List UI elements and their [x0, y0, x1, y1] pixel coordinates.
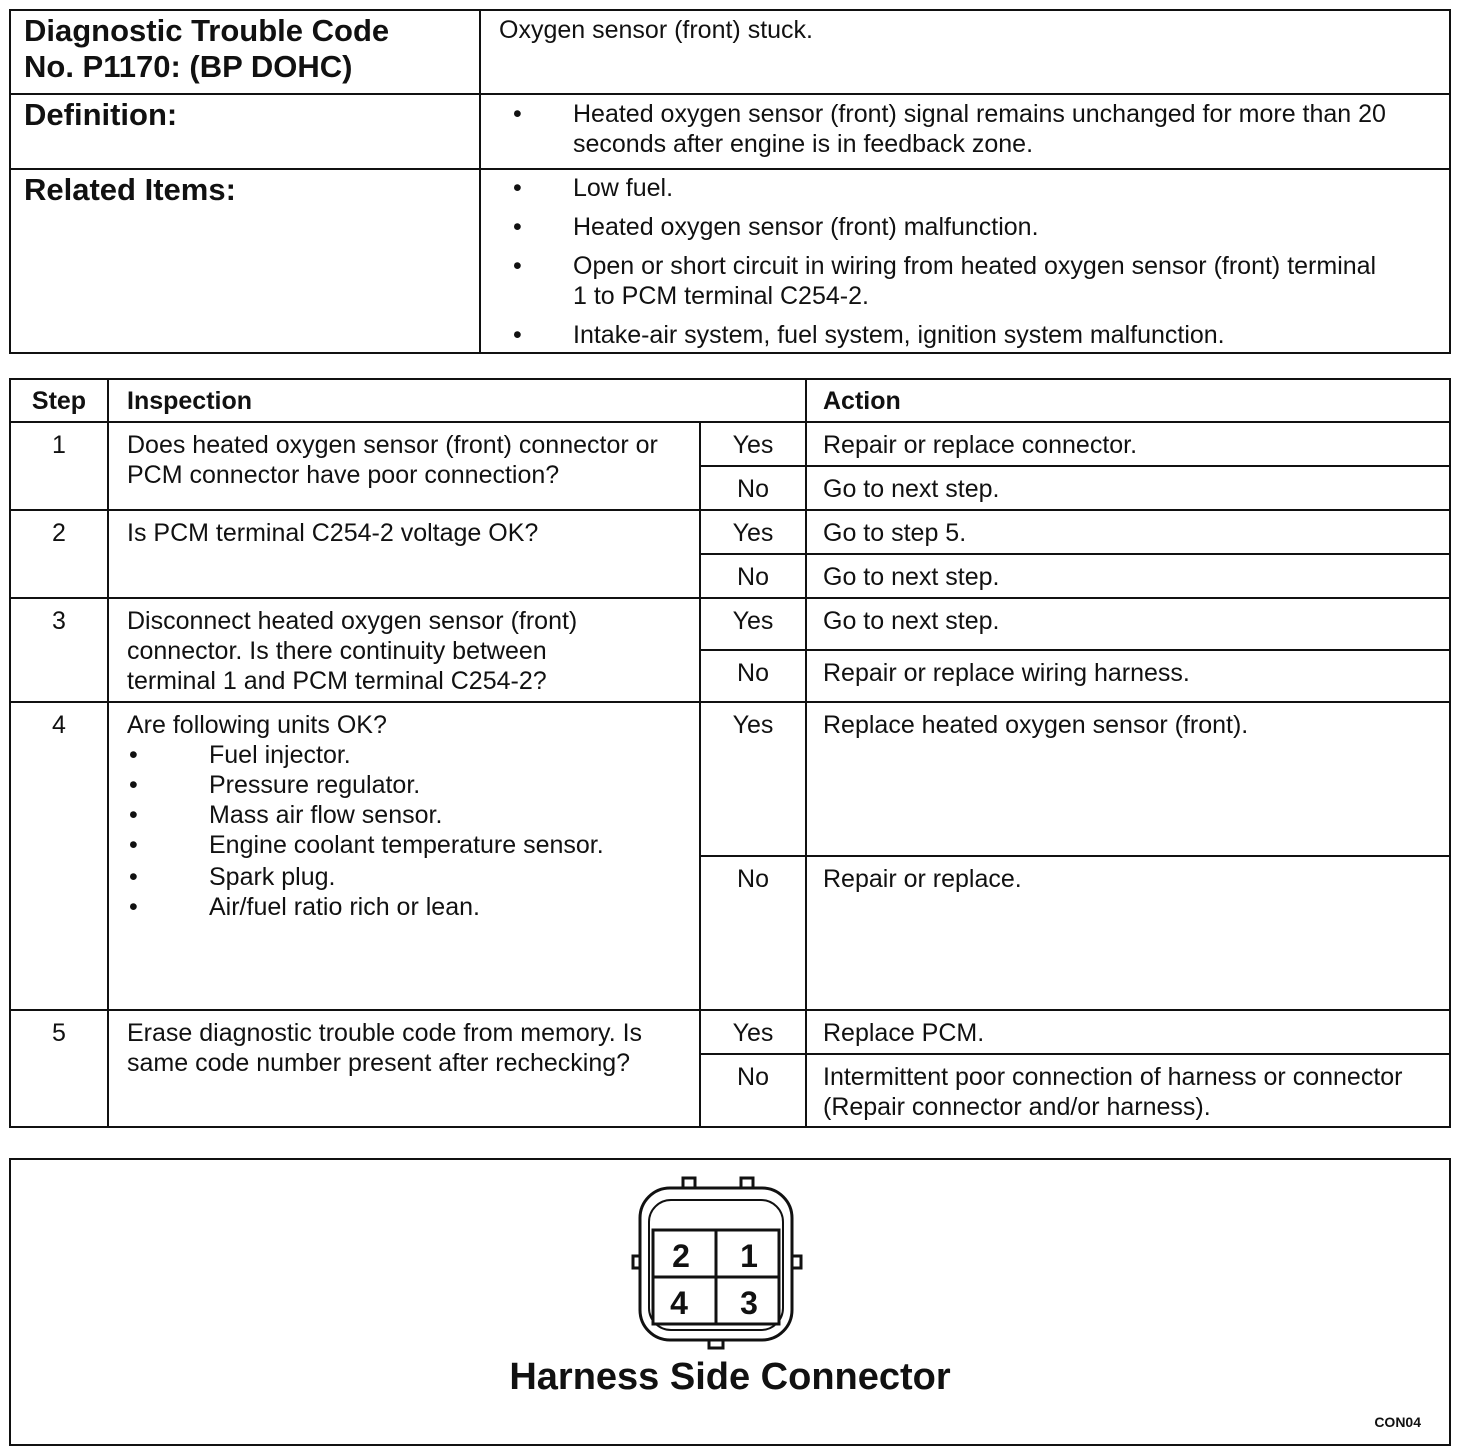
inspection-unit: • Spark plug. [129, 863, 336, 891]
yes-action: Go to next step. [823, 607, 1000, 635]
yes-label: Yes [732, 519, 774, 547]
step-number: 5 [52, 1019, 66, 1047]
terminal-label: 4 [670, 1285, 688, 1321]
inspection-unit: • Air/fuel ratio rich or lean. [129, 893, 480, 921]
no-action: Go to next step. [823, 475, 1000, 503]
definition-label: Definition: [11, 93, 481, 168]
no-action: Intermittent poor connection of harness or connector (Repair connector and/or harness). [823, 1063, 1403, 1121]
connector-title: Harness Side Connector [509, 1356, 951, 1398]
related-item: • Heated oxygen sensor (front) malfunction. [513, 213, 1039, 241]
related-item: • Low fuel. [513, 174, 674, 202]
dtc-value: Oxygen sensor (front) stuck. [499, 16, 814, 44]
inspection-block [127, 710, 697, 922]
dtc-row [11, 11, 1449, 95]
harness-connector-panel [9, 1158, 1451, 1446]
no-label: No [737, 563, 769, 591]
step-header: Step [31, 387, 87, 415]
no-action: Repair or replace wiring harness. [823, 659, 1190, 687]
related-items-list [483, 168, 1449, 354]
no-label: No [737, 659, 769, 687]
yes-action: Replace heated oxygen sensor (front). [823, 711, 1249, 739]
dtc-header-table [9, 9, 1451, 354]
definition-row [11, 93, 1449, 170]
inspection-unit: • Fuel injector. [129, 741, 351, 769]
step-number: 4 [52, 711, 66, 739]
no-action: Go to next step. [823, 563, 1000, 591]
related-item: • Intake-air system, fuel system, ignition system malfunction. [513, 321, 1225, 349]
inspection-text: Are following units OK? [127, 711, 387, 739]
inspection-header: Inspection [127, 387, 253, 415]
inspection-text: Is PCM terminal C254-2 voltage OK? [127, 519, 539, 547]
inspection-unit: • Engine coolant temperature sensor. [129, 831, 604, 859]
terminal-label: 3 [740, 1285, 758, 1321]
step-number: 1 [52, 431, 66, 459]
definition-value [483, 93, 1449, 168]
yes-label: Yes [732, 431, 774, 459]
step-number: 3 [52, 607, 66, 635]
yes-action: Go to step 5. [823, 519, 967, 547]
yes-label: Yes [732, 1019, 774, 1047]
terminal-label: 2 [672, 1238, 690, 1274]
action-header: Action [823, 387, 901, 415]
inspection-steps-table [9, 378, 1451, 1128]
no-label: No [737, 1063, 769, 1091]
inspection-text: Erase diagnostic trouble code from memory. Is same code number present after rechecking? [127, 1019, 643, 1077]
related-items-label: Related Items: [11, 168, 481, 354]
inspection-unit-list [127, 740, 697, 922]
inspection-text: Disconnect heated oxygen sensor (front) connector. Is there continuity between terminal 1 and PCM terminal C254-2? [127, 607, 578, 695]
no-action: Repair or replace. [823, 865, 1022, 893]
no-label: No [737, 475, 769, 503]
yes-label: Yes [732, 607, 774, 635]
definition-item: • Heated oxygen sensor (front) signal remains unchanged for more than 20 seconds after engine is in feedback zone. [513, 100, 1386, 158]
no-label: No [737, 865, 769, 893]
terminal-label: 1 [740, 1238, 758, 1274]
related-item: • Open or short circuit in wiring from heated oxygen sensor (front) terminal 1 to PCM terminal C254-2. [513, 252, 1377, 310]
connector-diagram [631, 1174, 811, 1352]
inspection-unit: • Mass air flow sensor. [129, 801, 443, 829]
related-items-row [11, 168, 1449, 354]
figure-code: CON04 [1374, 1414, 1421, 1430]
yes-action: Repair or replace connector. [823, 431, 1138, 459]
inspection-unit: • Pressure regulator. [129, 771, 421, 799]
yes-action: Replace PCM. [823, 1019, 985, 1047]
step-number: 2 [52, 519, 66, 547]
inspection-text: Does heated oxygen sensor (front) connector or PCM connector have poor connection? [127, 431, 658, 489]
dtc-label: Diagnostic Trouble Code No. P1170: (BP DOHC) [11, 11, 481, 93]
yes-label: Yes [732, 711, 774, 739]
